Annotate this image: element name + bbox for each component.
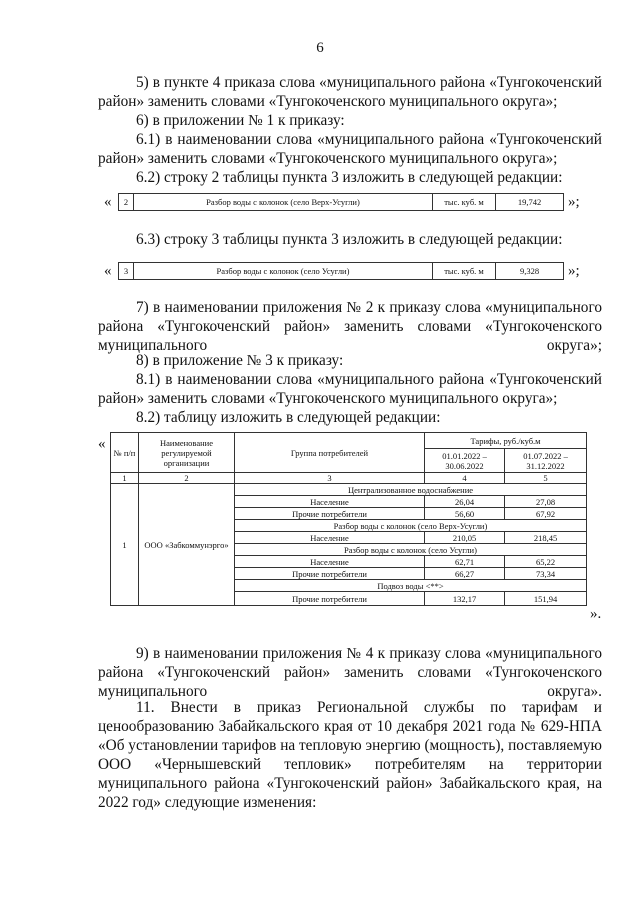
row-2-close-quote: »; <box>568 194 580 210</box>
consumer-group: Население <box>235 532 425 544</box>
tariff-value-period-2: 65,22 <box>505 556 587 568</box>
section-title: Подвоз воды <**> <box>235 580 587 592</box>
column-number-3: 3 <box>235 473 425 484</box>
row-3-open-quote: « <box>104 263 112 279</box>
paragraph-11: 11. Внести в приказ Региональной службы по тарифам и ценообразованию Забайкальского края от 10 декабря 2021 года № 629-НПА «Об установлении тарифов на тепловую энергию (мощность), поставляемую ООО «Чернышевский тепловик» потребителям на территории муниципального района «Тунгокоченский район» Забайкальского края, на 2022 год» следующие изменения: <box>98 699 602 811</box>
row-2-value: 19,742 <box>496 194 564 211</box>
tariff-value-period-2: 151,94 <box>505 592 587 606</box>
paragraph-8-2: 8.2) таблицу изложить в следующей редакции: <box>136 409 441 426</box>
row-2-unit: тыс. куб. м <box>433 194 496 211</box>
paragraph-6: 6) в приложении № 1 к приказу: <box>136 112 345 129</box>
paragraph-8-1: 8.1) в наименовании слова «муниципального района «Тунгокоченский район» заменить словами «Тунгокоченского муниципального округа»; <box>98 371 602 407</box>
column-number-5: 5 <box>505 473 587 484</box>
paragraph-6-1: 6.1) в наименовании слова «муниципального района «Тунгокоченский район» заменить словами «Тунгокоченского муниципального округа»; <box>98 131 602 167</box>
row-2-open-quote: « <box>104 194 112 210</box>
column-number-2: 2 <box>139 473 235 484</box>
paragraph-6-3: 6.3) строку 3 таблицы пункта 3 изложить в следующей редакции: <box>136 231 563 248</box>
consumer-group: Прочие потребители <box>235 508 425 520</box>
consumer-group: Население <box>235 556 425 568</box>
row-3-number: 3 <box>119 263 134 280</box>
section-title: Разбор воды с колонок (село Верх-Усугли) <box>235 520 587 532</box>
tariff-value-period-2: 27,08 <box>505 496 587 508</box>
consumer-group: Население <box>235 496 425 508</box>
tariff-value-period-2: 73,34 <box>505 568 587 580</box>
row-3-unit: тыс. куб. м <box>433 263 496 280</box>
tariff-value-period-1: 26,04 <box>425 496 505 508</box>
header-period-2: 01.07.2022 – 31.12.2022 <box>505 449 587 473</box>
row-2-table <box>118 193 564 211</box>
column-number-1: 1 <box>111 473 139 484</box>
header-period-1: 01.01.2022 – 30.06.2022 <box>425 449 505 473</box>
row-3-value: 9,328 <box>496 263 564 280</box>
row-3-close-quote: »; <box>568 263 580 279</box>
tariff-value-period-1: 66,27 <box>425 568 505 580</box>
paragraph-7: 7) в наименовании приложения № 2 к приказу слова «муниципального района «Тунгокоченский район» заменить словами «Тунгокоченского муниципального округа»; <box>98 299 602 354</box>
paragraph-5: 5) в пункте 4 приказа слова «муниципального района «Тунгокоченский район» заменить словами «Тунгокоченского муниципального округа»; <box>98 74 602 110</box>
paragraph-9: 9) в наименовании приложения № 4 к приказу слова «муниципального района «Тунгокоченский район» заменить словами «Тунгокоченского муниципального округа». <box>98 645 602 700</box>
tariff-value-period-2: 67,92 <box>505 508 587 520</box>
consumer-group: Прочие потребители <box>235 592 425 606</box>
tariff-table <box>110 432 587 606</box>
paragraph-8: 8) в приложение № 3 к приказу: <box>136 352 344 369</box>
table-open-quote: « <box>98 436 106 452</box>
header-tariffs: Тарифы, руб./куб.м <box>425 433 587 449</box>
tariff-value-period-1: 132,17 <box>425 592 505 606</box>
consumer-group: Прочие потребители <box>235 568 425 580</box>
header-consumer-group: Группа потребителей <box>235 433 425 473</box>
header-number: № п/п <box>111 433 139 473</box>
tariff-value-period-1: 62,71 <box>425 556 505 568</box>
row-3-table <box>118 262 564 280</box>
row-2-name: Разбор воды с колонок (село Верх-Усугли) <box>134 194 433 211</box>
paragraph-6-2: 6.2) строку 2 таблицы пункта 3 изложить в следующей редакции: <box>136 169 563 186</box>
row-2-number: 2 <box>119 194 134 211</box>
row-3-name: Разбор воды с колонок (село Усугли) <box>134 263 433 280</box>
table-close-quote: ». <box>590 606 602 622</box>
tariff-value-period-1: 210,05 <box>425 532 505 544</box>
section-title: Централизованное водоснабжение <box>235 484 587 496</box>
tariff-value-period-2: 218,45 <box>505 532 587 544</box>
column-number-4: 4 <box>425 473 505 484</box>
organization-name: ООО «Забкоммунэрго» <box>139 484 235 606</box>
section-title: Разбор воды с колонок (село Усугли) <box>235 544 587 556</box>
row-number: 1 <box>111 484 139 606</box>
tariff-value-period-1: 56,60 <box>425 508 505 520</box>
page-number: 6 <box>316 40 324 56</box>
header-organization: Наименование регулируемой организации <box>139 433 235 473</box>
